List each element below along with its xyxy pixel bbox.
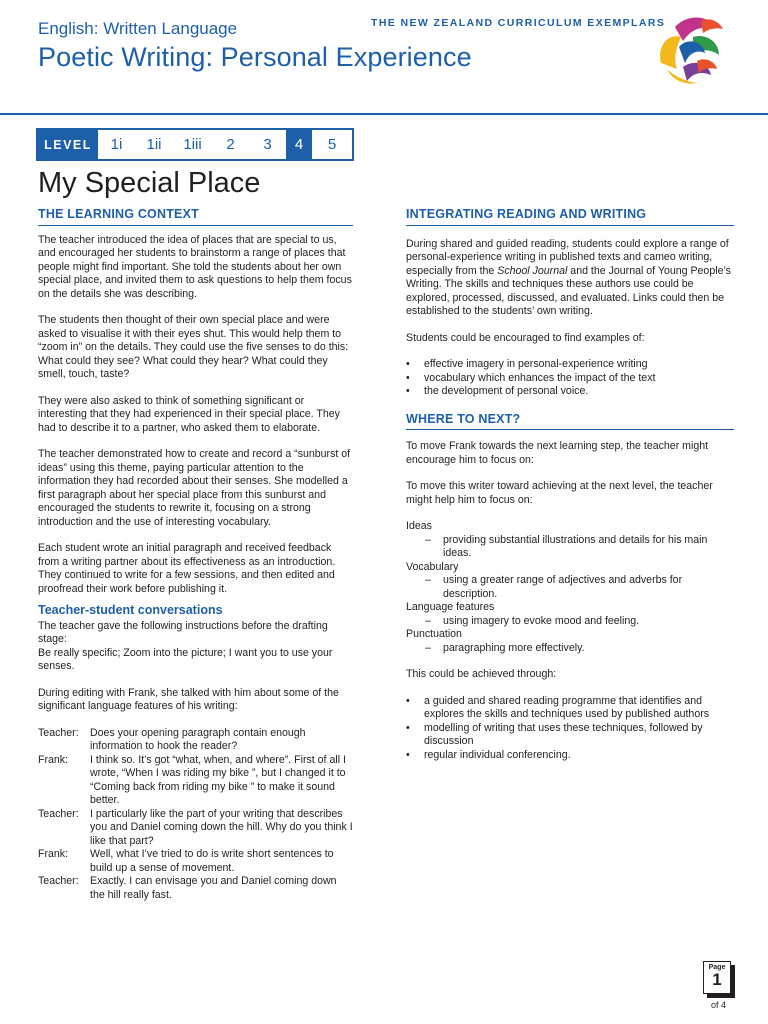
integrating-examples-intro: Students could be encouraged to find examples of: — [406, 331, 645, 344]
dash: – — [425, 641, 431, 654]
conversations-heading: Teacher-student conversations — [38, 603, 223, 617]
speaker-text: Exactly. I can envisage you and Daniel coming down the hill really fast. — [90, 875, 337, 901]
speaker-name: Teacher: — [38, 726, 79, 739]
level-selector — [36, 128, 354, 161]
integrating-heading: INTEGRATING READING AND WRITING — [406, 208, 734, 226]
achieved-through-intro: This could be achieved through: — [406, 668, 557, 680]
learning-context-heading: THE LEARNING CONTEXT — [38, 208, 353, 226]
where-next-heading: WHERE TO NEXT? — [406, 413, 734, 431]
conversation-transcript — [38, 727, 353, 903]
conversations-instructions: Be really specific; Zoom into the picture; I want you to use your senses. — [38, 646, 333, 672]
dash: – — [425, 574, 431, 586]
series-title: THE NEW ZEALAND CURRICULUM EXEMPLARS — [371, 17, 666, 29]
header-divider — [0, 113, 768, 115]
focus-label: Punctuation — [406, 628, 462, 640]
left-column — [38, 208, 353, 902]
level-item-4-selected[interactable]: 4 — [286, 130, 312, 159]
context-paragraph: The students then thought of their own special place and were asked to visualise it with their eyes shut. This would help them to “zoom in” on the details. They could use the five senses to do this: What could they see? What could they hear? What could they smell, touch, taste? — [38, 314, 349, 380]
conversation-line — [38, 848, 353, 875]
focus-item: – using a greater range of adjectives and adverbs for description. — [425, 574, 683, 600]
conversation-line — [38, 808, 353, 849]
page-heading: My Special Place — [38, 167, 261, 199]
list-item: • regular individual conferencing. — [406, 749, 734, 763]
dash: – — [425, 614, 431, 627]
focus-label: Language features — [406, 601, 495, 613]
focus-item: – using imagery to evoke mood and feeling. — [425, 614, 640, 627]
focus-label: Vocabulary — [406, 560, 459, 573]
speaker-name: Frank: — [38, 753, 69, 766]
curriculum-exemplars-logo — [653, 7, 731, 89]
page-label: Page — [708, 964, 726, 971]
subject-heading: English: Written Language — [38, 19, 238, 38]
list-item: • vocabulary which enhances the impact of the text — [406, 372, 734, 386]
conversation-line — [38, 727, 353, 754]
focus-label: Ideas — [406, 520, 432, 532]
level-item-1iii[interactable]: 1iii — [183, 136, 202, 153]
speaker-name: Teacher: — [38, 807, 79, 820]
level-item-2[interactable]: 2 — [226, 136, 235, 153]
level-item-1i[interactable]: 1i — [110, 136, 123, 153]
integrating-paragraph: During shared and guided reading, students could explore a range of personal-experience writing in published texts and cameo writing, especially from the School Journal and the Journal of Young People’s Writing. The skills and techniques these authors use could be explored, processed, discussed, and evaluated. Links could then be established to the students’ own writing. — [406, 237, 731, 317]
list-item: • the development of personal voice. — [406, 385, 734, 399]
speaker-text: I particularly like the part of your writing that describes you and Daniel coming down the hill. Why do you think I like that part? — [90, 807, 353, 847]
list-item: • effective imagery in personal-experience writing — [406, 358, 734, 372]
context-paragraph: Each student wrote an initial paragraph and received feedback from a writing partner about its effectiveness as an introduction. They continued to write for a few sessions, and then edited and proofread their work before publishing it. — [38, 542, 336, 595]
page-total: of 4 — [711, 1000, 727, 1010]
level-item-3[interactable]: 3 — [263, 136, 272, 153]
speaker-name: Frank: — [38, 848, 69, 860]
list-item: • modelling of writing that uses these techniques, followed by discussion — [406, 722, 734, 749]
right-column — [406, 208, 734, 775]
document-title: Poetic Writing: Personal Experience — [38, 42, 472, 72]
journal-title: School Journal — [497, 264, 568, 277]
page-indicator — [703, 961, 731, 994]
conversations-editing-intro: During editing with Frank, she talked with him about some of the significant language features of his writing: — [38, 686, 339, 712]
context-paragraph: They were also asked to think of something significant or interesting that they had experienced in their special place. They had to describe it to a partner, who asked them to elaborate. — [38, 394, 340, 434]
list-item: • a guided and shared reading programme that identifies and explores the skills and techniques used by published authors — [406, 695, 734, 722]
focus-item: – providing substantial illustrations and details for his main ideas. — [425, 533, 708, 559]
where-next-paragraph: To move Frank towards the next learning step, the teacher might encourage him to focus on: — [406, 440, 709, 466]
focus-areas — [406, 520, 734, 655]
speaker-text: Well, what I’ve tried to do is write short sentences to build up a sense of movement. — [90, 848, 334, 874]
integrating-bullet-list — [406, 358, 734, 399]
achieved-through-list — [406, 695, 734, 763]
level-label: LEVEL — [38, 130, 98, 159]
speaker-text: Does your opening paragraph contain enough information to hook the reader? — [90, 726, 306, 752]
dash: – — [425, 533, 431, 546]
where-next-paragraph: To move this writer toward achieving at the next level, the teacher might help him to focus on: — [406, 480, 713, 506]
conversations-intro: The teacher gave the following instructions before the drafting stage: — [38, 619, 328, 645]
level-item-5[interactable]: 5 — [327, 136, 337, 153]
conversation-line — [38, 875, 353, 902]
context-paragraph: The teacher introduced the idea of places that are special to us, and encouraged her students to brainstorm a range of places that people might find important. She told the students about her own special place, and invited them to ask questions to help them focus on the details she was describing. — [38, 233, 352, 300]
level-item-1ii[interactable]: 1ii — [146, 136, 162, 153]
conversation-line — [38, 754, 353, 808]
speaker-name: Teacher: — [38, 875, 79, 887]
page-number: 1 — [712, 970, 722, 989]
focus-item: – paragraphing more effectively. — [425, 641, 585, 654]
speaker-text: I think so. It’s got “what, when, and where”. First of all I wrote, “When I was riding my bike ”, but I changed it to “Coming back from riding my bike ” to make it sound better. — [90, 753, 346, 806]
context-paragraph: The teacher demonstrated how to create and record a “sunburst of ideas” using this theme, paying particular attention to the information they had recorded about their senses. She modelled a first paragraph about her special place from this sunburst and encouraged the students to rewrite it, focusing on a strong introduction and the use of interesting vocabulary. — [38, 448, 351, 528]
